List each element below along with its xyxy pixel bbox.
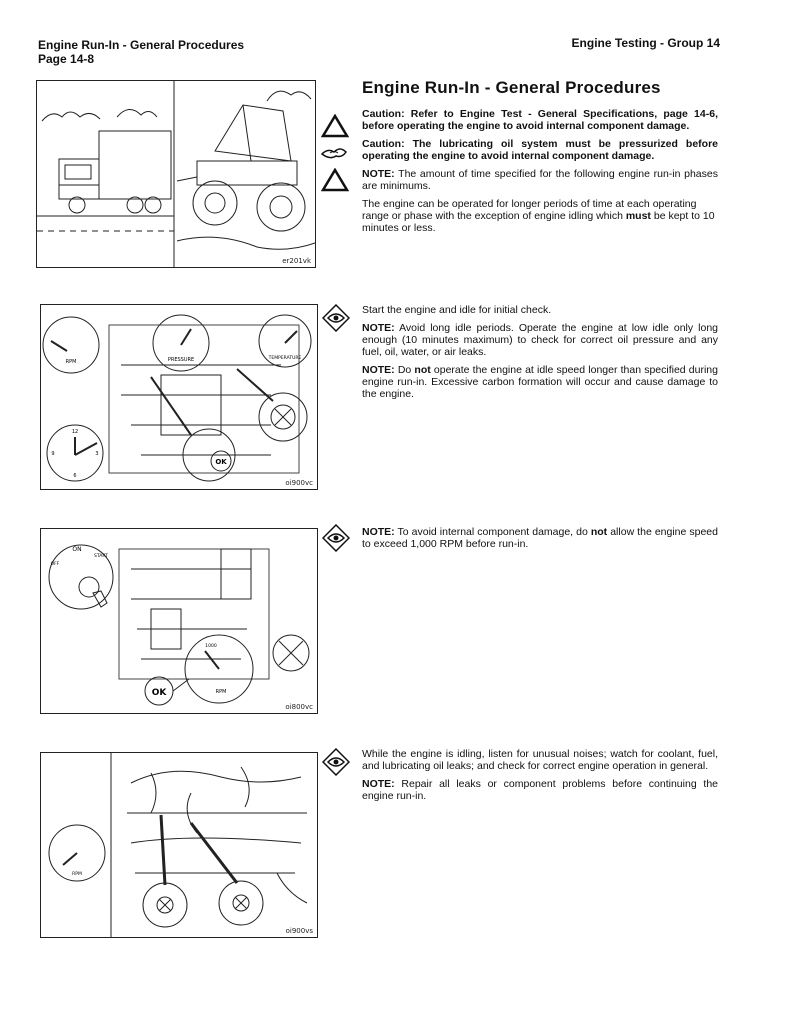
step3-note-repair: NOTE: Repair all leaks or component problems before continuing the engine run-in. bbox=[362, 778, 718, 802]
step1-note-carbon: NOTE: Do not operate the engine at idle speed longer than specified during engine run-in. Excessive carbon formation will occur and cause damage to the engine. bbox=[362, 364, 718, 400]
figure-code: oi900vc bbox=[285, 479, 313, 487]
ok-mark: OK bbox=[215, 458, 227, 466]
gauge-rpm-label: RPM bbox=[72, 872, 82, 877]
page-header-left bbox=[38, 38, 244, 66]
step2-text bbox=[362, 526, 718, 556]
warning-triangle-icon bbox=[321, 168, 349, 192]
eye-icon bbox=[322, 524, 350, 552]
figure-code: oi900vs bbox=[285, 927, 313, 935]
ok-mark: OK bbox=[151, 688, 167, 698]
oil-drip-icon bbox=[320, 146, 350, 160]
gauge-pressure-label: PRESSURE bbox=[167, 357, 195, 363]
eye-icon bbox=[322, 748, 350, 776]
header-group: Engine Testing - Group 14 bbox=[571, 36, 720, 50]
caution-specifications: Caution: Refer to Engine Test - General Specifications, page 14-6, before operating the engine to avoid internal component damage. bbox=[362, 108, 718, 132]
figure-key-rpm bbox=[40, 528, 318, 714]
warning-triangle-icon bbox=[321, 114, 349, 138]
clock-3: 3 bbox=[95, 451, 99, 457]
truck-illustration bbox=[37, 109, 174, 231]
para-idling-limit: The engine can be operated for longer periods of time at each operating range or phase with the exception of engine idling which must be kept to 10 minutes or less. bbox=[362, 198, 715, 234]
step1-instruction: Start the engine and idle for initial check. bbox=[362, 304, 552, 316]
key-off-label: OFF bbox=[50, 562, 60, 567]
section-title: Engine Run-In - General Procedures bbox=[362, 78, 661, 97]
key-start-label: START bbox=[94, 554, 108, 559]
caution-oil-pressurized: Caution: The lubricating oil system must be pressurized before operating the engine to avoid internal component damage. bbox=[362, 138, 718, 162]
header-page-number: Page 14-8 bbox=[38, 52, 95, 66]
header-title: Engine Run-In - General Procedures bbox=[38, 38, 245, 52]
step3-instruction: While the engine is idling, listen for unusual noises; watch for coolant, fuel, and lubricating oil leaks; and check for correct engine operation in general. bbox=[362, 748, 718, 772]
step1-text bbox=[362, 304, 718, 406]
clock-12: 12 bbox=[71, 429, 79, 435]
eye-icon bbox=[322, 304, 350, 332]
figure-gauges bbox=[40, 304, 318, 490]
step2-note-rpm: NOTE: To avoid internal component damage, do not allow the engine speed to exceed 1,000 RPM before run-in. bbox=[362, 526, 718, 550]
clock-6: 6 bbox=[73, 473, 77, 479]
figure-code: er201vk bbox=[282, 257, 311, 265]
step1-note-idle: NOTE: Avoid long idle periods. Operate the engine at low idle only long enough (10 minutes maximum) to check for correct oil pressure and any fuel, oil, water, or air leaks. bbox=[362, 322, 718, 358]
gauge-temperature-label: TEMPERATURE bbox=[268, 356, 302, 361]
gauge-rpm-label: RPM bbox=[215, 689, 227, 695]
figure-leak-check bbox=[40, 752, 318, 938]
step3-text bbox=[362, 748, 718, 808]
note-minimum-times: NOTE: The amount of time specified for the following engine run-in phases are minimums. bbox=[362, 168, 718, 192]
key-on-label: ON bbox=[72, 546, 82, 553]
gauge-rpm-label: RPM bbox=[65, 359, 77, 365]
figure-code: oi800vc bbox=[285, 703, 313, 711]
section-intro-text bbox=[362, 108, 718, 240]
rpm-1000-label: 1000 bbox=[205, 644, 217, 649]
clock-9: 9 bbox=[51, 451, 55, 457]
skidder-illustration bbox=[177, 91, 315, 249]
figure-vehicles bbox=[36, 80, 316, 268]
